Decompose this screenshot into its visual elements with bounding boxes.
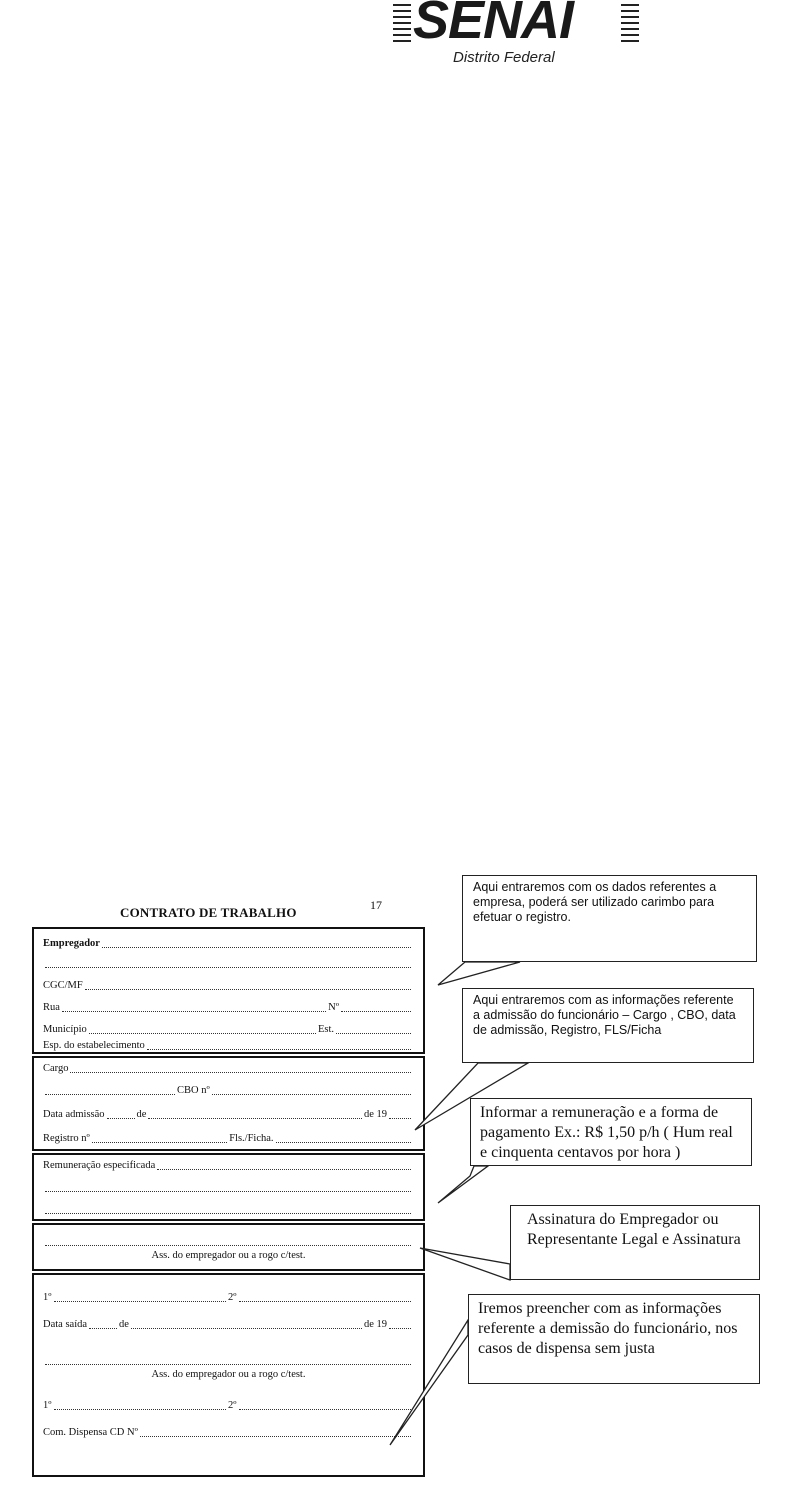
contract-form-figure xyxy=(30,870,760,1485)
page-number: 17 xyxy=(370,898,382,912)
admission-year-label: de 19 xyxy=(363,1109,387,1120)
callout-remuneration-text: Informar a remuneração e a forma de pagamento Ex.: R$ 1,50 p/h ( Hum real e cinquenta centavos por hora ) xyxy=(480,1104,733,1161)
callout-dismissal-text: Iremos preencher com as informações referente a demissão do funcionário, nos casos de dispensa sem justa xyxy=(478,1300,738,1357)
second-witness-label: 2º xyxy=(228,1400,237,1411)
callout-admission-text: Aqui entraremos com as informações referente a admissão do funcionário – Cargo , CBO, data de admissão, Registro, FLS/Ficha xyxy=(473,993,736,1037)
signature-label: Ass. do empregador ou a rogo c/test. xyxy=(151,1250,306,1261)
cgc-label: CGC/MF xyxy=(43,980,83,991)
logo-wordmark: SENAI xyxy=(413,0,574,50)
form-title: CONTRATO DE TRABALHO xyxy=(120,905,297,920)
admission-date-label: Data admissão xyxy=(43,1109,105,1120)
number-label: Nº xyxy=(328,1002,339,1013)
callout-admission-info xyxy=(462,988,754,1063)
street-label: Rua xyxy=(43,1002,60,1013)
dismissal-signature-label: Ass. do empregador ou a rogo c/test. xyxy=(151,1369,306,1380)
cbo-label: CBO nº xyxy=(177,1085,210,1096)
logo-stripes-left xyxy=(393,4,411,42)
exit-date-label: Data saída xyxy=(43,1319,88,1330)
callout-1-pointer xyxy=(438,962,520,985)
admission-de-label: de xyxy=(136,1109,147,1120)
senai-logo xyxy=(393,0,643,76)
employer-label: Empregador xyxy=(43,938,100,949)
callout-employer-info xyxy=(462,875,757,962)
callout-4-pointer xyxy=(420,1248,510,1280)
exit-de-label: de xyxy=(119,1319,129,1330)
cargo-label: Cargo xyxy=(43,1063,69,1074)
first-witness-label: 1º xyxy=(43,1292,52,1303)
first-witness-label: 1º xyxy=(43,1400,52,1411)
callout-signature-text: Assinatura do Empregador ou Representante Legal e Assinatura xyxy=(527,1211,741,1248)
callout-3-pointer xyxy=(438,1166,488,1203)
callout-dismissal-info xyxy=(468,1294,760,1384)
fls-label: Fls./Ficha. xyxy=(229,1133,274,1144)
callout-signature-info xyxy=(510,1205,760,1280)
callout-leader-lines xyxy=(30,870,760,1485)
logo-stripes-right xyxy=(621,4,639,42)
logo-subtitle: Distrito Federal xyxy=(453,49,555,66)
callout-5-pointer xyxy=(390,1320,468,1445)
city-label: Município xyxy=(43,1024,87,1035)
establishment-label: Esp. do estabelecimento xyxy=(43,1040,145,1051)
callout-employer-text: Aqui entraremos com os dados referentes a empresa, poderá ser utilizado carimbo para efetuar o registro. xyxy=(473,880,717,924)
dismissal-cd-label: Com. Dispensa CD Nº xyxy=(43,1427,138,1438)
state-label: Est. xyxy=(317,1024,334,1035)
second-witness-label: 2º xyxy=(228,1292,237,1303)
callout-remuneration-info xyxy=(470,1098,752,1166)
exit-year-label: de 19 xyxy=(363,1319,387,1330)
registry-label: Registro nº xyxy=(43,1133,90,1144)
remuneration-label: Remuneração especificada xyxy=(43,1160,156,1171)
